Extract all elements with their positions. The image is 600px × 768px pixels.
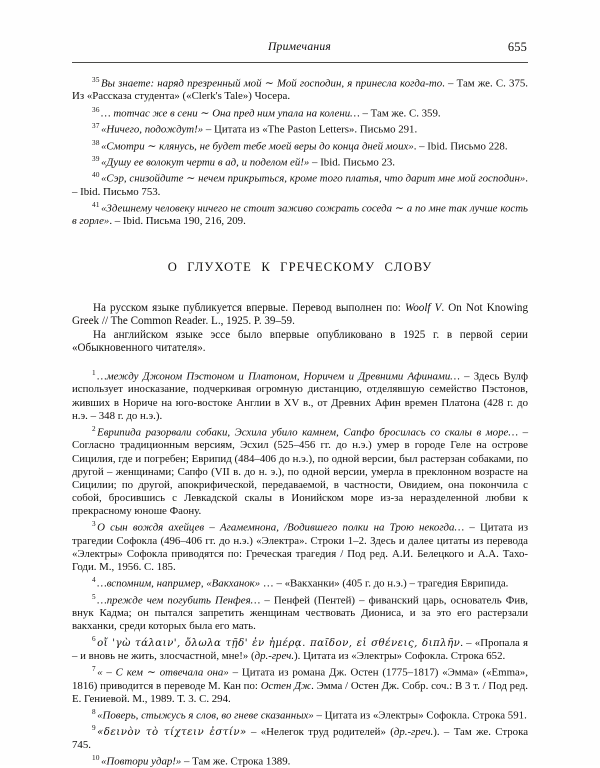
headnote-paragraph: На английском языке эссе было впервые опубликовано в 1925 г. в первой серии «Обыкновенного читателя». — [72, 328, 528, 355]
note-number: 9 — [92, 724, 96, 733]
note-item — [72, 199, 528, 229]
running-head-title: Примечания — [267, 40, 332, 53]
running-head — [72, 40, 527, 62]
header-divider — [72, 62, 528, 63]
headnote-paragraph: На русском языке публикуется впервые. Перевод выполнен по: Woolf V. On Not Knowing Greek // The Common Reader. L., 1925. P. 39–59. — [72, 301, 529, 328]
note-text: «Здешнему человеку ничего не стоит заживо сожрать соседа ∼ а по мне так лучше кость в горле». – Ibid. Письма 190, 216, 209. — [72, 202, 528, 228]
note-number: 35 — [92, 76, 100, 84]
notes-spacer — [72, 356, 528, 367]
note-item — [72, 137, 528, 153]
note-number: 40 — [92, 171, 100, 180]
note-text: «Сэр, снизойдите ∼ нечем прикрыться, кроме того платья, что дарит мне мой господин». – Ibid. Письмо 753. — [72, 172, 528, 198]
note-item — [72, 633, 528, 663]
note-text: «Повтори удар!» – Там же. Строка 1389. — [100, 755, 291, 768]
note-number: 1 — [92, 369, 96, 378]
note-number: 6 — [92, 635, 96, 644]
note-text: « – С кем ∼ отвечала она» – Цитата из романа Дж. Остен (1775–1817) «Эмма» («Emma», 1816) приводится в переводе М. Кан по: Остен Дж. Эмма / Остен Дж. Собр. соч.: В 3 т. / Под ред. Е. Гениевой. М., 1989. Т. 3. С. 294. — [72, 666, 528, 705]
heading-spacer-above — [72, 229, 528, 260]
notes-list-essay — [72, 367, 528, 768]
note-item — [72, 423, 528, 518]
note-number: 38 — [92, 138, 100, 147]
note-text: οἴ 'γὼ τάλαιν', ὄλωλα τῇδ' ἐν ἡμέρᾳ. παῖδον, εἰ σθένεις, διπλῆν. – «Пропала я – и вновь не жить, злосчастной, мне!» (др.-греч.). Цитата из «Электры» Софокла. Строка 652. — [72, 636, 528, 662]
note-number: 2 — [92, 424, 96, 433]
note-item — [72, 367, 528, 423]
note-text: …вспомним, например, «Вакханок» … – «Вакханки» (405 г. до н.э.) – трагедия Еврипида. — [97, 577, 509, 590]
note-text: О сын вождя ахейцев – Агамемнона, /Водившего полки на Трою некогда… – Цитата из трагедии Софокла (496–406 гг. до н.э.) «Электра». Строки 1–2. Здесь и далее цитаты из перевода «Электры» Софокла приводятся по: Греческая трагедия / Под ред. А.И. Белецкого и А.А. Тахо-Годи. М., 1956. С. 185. — [72, 521, 528, 574]
note-number: 5 — [92, 592, 96, 601]
note-number: 3 — [92, 520, 96, 529]
note-item — [72, 169, 528, 199]
note-number: 10 — [92, 753, 100, 762]
note-item — [72, 722, 528, 752]
note-number: 4 — [92, 576, 96, 585]
note-item — [72, 752, 528, 768]
essay-headnote — [72, 302, 528, 356]
note-item — [72, 74, 528, 104]
note-item — [72, 153, 528, 169]
heading-spacer-below — [72, 275, 528, 302]
note-number: 39 — [92, 154, 100, 163]
note-item — [72, 120, 528, 136]
note-text: Вы знаете: наряд презренный мой ∼ Мой господин, я принесла когда-то. – Там же. С. 375. Из «Рассказа студента» («Clerk's Tale») Чосера. — [72, 77, 528, 103]
note-text: …между Джоном Пэстоном и Платоном, Норичем и Древними Афинами… – Здесь Вулф использует иносказание, подчеркивая огромную дистанцию, отделявшую семейство Пэстонов, живших в Нориче на юго-востоке Англии в XV в., от Древних Афин времен Платона (428 г. до н.э. – 348 г. до н.э.). — [72, 370, 528, 422]
note-item — [72, 574, 528, 590]
note-item — [72, 591, 528, 634]
text-block — [72, 74, 528, 768]
note-text: «Душу ее волокут черти в ад, и поделом ей!» – Ibid. Письмо 23. — [100, 156, 396, 169]
note-number: 8 — [92, 707, 96, 716]
page-number: 655 — [507, 40, 527, 54]
note-number: 7 — [92, 665, 96, 674]
notes-list-previous-essay — [72, 74, 528, 229]
note-text: «Поверь, стыжусь я слов, во гневе сказанных» – Цитата из «Электры» Софокла. Строка 591. — [97, 709, 527, 722]
note-text: … тотчас же в сени ∼ Она пред ним упала на колени… – Там же. С. 359. — [100, 106, 441, 119]
note-text: «Ничего, подождут!» – Цитата из «The Paston Letters». Письмо 291. — [100, 123, 418, 136]
note-item — [72, 104, 528, 120]
note-item — [72, 706, 528, 722]
note-item — [72, 663, 528, 706]
note-number: 36 — [92, 105, 100, 114]
note-text: …прежде чем погубить Пенфея… – Пенфей (Пентей) – фиванский царь, основатель Фив, внук Кадма; он пытался запретить женщинам чествовать Диониса, и за это его растерзали вакханки, среди которых была его мать. — [72, 594, 528, 633]
essay-title: О ГЛУХОТЕ К ГРЕЧЕСКОМУ СЛОВУ — [167, 259, 433, 274]
note-text: «Смотри ∼ клянусь, не будет тебе моей веры до конца дней моих». – Ibid. Письмо 228. — [100, 139, 508, 152]
note-text: Еврипида разорвали собаки, Эсхила убило камнем, Сапфо бросилась со скалы в море… – Согласно традиционным версиям, Эсхил (525–456 гг. до н.э.) умер в городе Геле на острове Сицилия, где и погребен; Еврипид (484–406 до н.э.), по одной версии, был растерзан собаками, по другой – женщинами; Сапфо (VII в. до н. э.), по одной версии, умерла в преклонном возрасте на Сицилии; по другой, апокрифической, передаваемой, в частности, Овидием, она покончила с собой, бросившись с Левкадской скалы в Ионийском море из-за неразделенной любви к прекрасному юноше Фаону. — [72, 426, 528, 518]
note-item — [72, 518, 528, 574]
note-text: «δεινὸν τὸ τίχτειν ἐστίν» – «Нелегок труд родителей» (др.-греч.). – Там же. Строка 745. — [72, 725, 529, 751]
note-number: 41 — [92, 201, 100, 210]
note-number: 37 — [92, 122, 100, 131]
